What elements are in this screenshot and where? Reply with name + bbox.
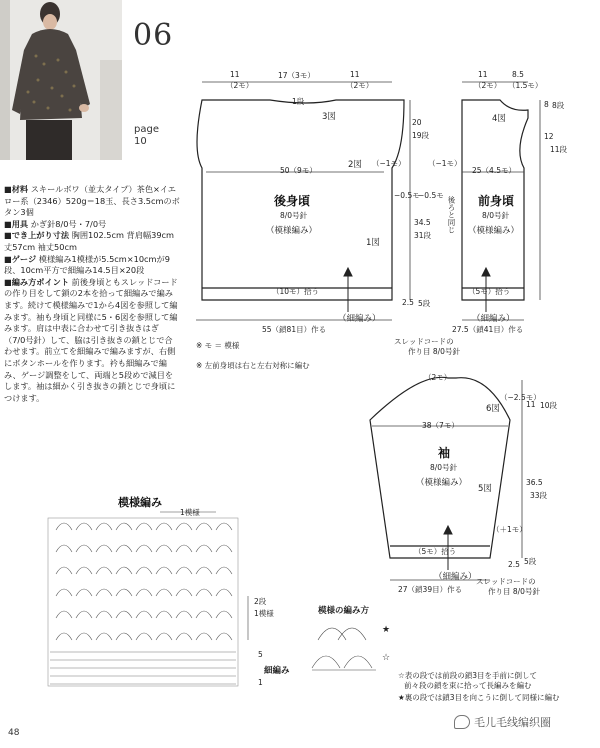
gauge-text: 模様編み1模様が5.5cm×10cmが9段、10cm平方で細編み14.5目×20段: [4, 253, 170, 276]
sleeve-title: 袖: [438, 446, 451, 460]
sleeve-rib-label: （細編み）: [434, 572, 477, 582]
front-top-left-sub: （2モ）: [474, 81, 502, 90]
stitch-chart-rows2: 1模様: [254, 609, 274, 618]
page-number: 10: [134, 136, 147, 147]
note-symmetric: ※ 左前身頃は右と左右対称に編む: [196, 361, 310, 370]
materials-key: ■材料: [4, 184, 29, 194]
sleeve-top: （2モ）: [424, 373, 452, 382]
sleeve-length-rows: 33段: [530, 491, 548, 500]
back-arrow: [344, 268, 352, 276]
sleeve-cord-note: スレッドコードの: [476, 577, 536, 586]
front-fig4: 4図: [492, 114, 506, 124]
sleeve-needle: 8/0号針: [430, 463, 458, 472]
sleeve-width: 38（7モ）: [422, 421, 459, 430]
back-top-right-dim-label: 11: [350, 70, 360, 79]
back-base: 55（鎖81目）作る: [262, 325, 327, 334]
front-rib-label: （細編み）: [472, 314, 515, 324]
how-to-diagram: [312, 628, 376, 670]
front-cord-note: スレッドコードの: [394, 337, 454, 346]
back-rib-h: 2.5: [402, 298, 414, 307]
how-to-note2: 前々段の鎖を束に拾って長編みを編む: [404, 681, 532, 690]
sleeve-rib-h: 2.5: [508, 560, 520, 569]
stitch-chart: [48, 512, 248, 686]
front-same-note: 後ろと同じ: [447, 196, 456, 234]
front-top-right-sub: （1.5モ）: [508, 81, 543, 90]
back-rib-rows: 5段: [418, 299, 431, 308]
back-needle: 8/0号針: [280, 211, 308, 220]
materials-text: スキールボワ（並太タイプ）茶色×イエロー系（2346）520g＝18玉、長さ3.5cmのボタン3個: [4, 184, 180, 218]
back-top-right-sub: （2モ）: [346, 81, 374, 90]
back-body-h: 34.5: [414, 218, 431, 227]
chat-bubble-icon: [454, 715, 470, 729]
sleeve-fig6: 6図: [486, 404, 500, 414]
size-text: 胸囲102.5cm 背肩幅39cm 丈57cm 袖丈50cm: [4, 230, 175, 252]
back-fig1: 1図: [366, 238, 380, 248]
front-pickup: （5モ）拾う: [468, 287, 511, 296]
front-neck-h: 8: [544, 100, 549, 109]
stitch-chart-rib: 細編み: [264, 666, 290, 676]
back-pickup: （10モ）拾う: [272, 287, 320, 296]
back-minus1: （−1モ）: [372, 159, 406, 168]
method-text: 前後身頃ともスレッドコードの作り目をして鎖の2本を拾って細編みで編みます。続けて模様編みで1から4図を参照して編みます。袖も身頃と同様に5・6図を参照して編みます。肩は中表に合わせて引き抜きはぎ（7/0号針）して、脇は引き抜きの鎖とじで合わせます。前立てを細編みで編みますが、右側にボタンホールを作ります。衿も細編みで編み、ゲージ調整をして、両端と5段めで減目をします。袖は細かく引き抜きの鎖とじで身頃につけます。: [4, 276, 178, 403]
pattern-number: 06: [133, 18, 174, 53]
sleeve-cap-h: 11: [526, 400, 536, 409]
watermark: [454, 714, 551, 730]
stitch-chart-rows1: 2段: [254, 597, 267, 606]
front-neck-rows: 8段: [552, 101, 565, 110]
back-body-rows: 31段: [414, 231, 432, 240]
sleeve-fig5: 5図: [478, 484, 492, 494]
front-cord-note2: 作り目 8/0号針: [408, 347, 460, 356]
back-neck-dim-label: 17（3モ）: [278, 71, 315, 80]
watermark-text: 毛儿毛线编织圈: [474, 716, 551, 729]
sleeve-pickup: （5モ）拾う: [414, 547, 457, 556]
back-armhole-h: 20: [412, 118, 422, 127]
front-arrow: [482, 268, 490, 276]
sleeve-arrow: [444, 526, 452, 534]
front-width: 25（4.5モ）: [472, 166, 516, 175]
page-label: page: [134, 124, 159, 135]
front-needle: 8/0号針: [482, 211, 510, 220]
how-to-note1: ☆表の段では前段の鎖3目を手前に倒して: [398, 671, 537, 680]
sleeve-cap-minus: （−2.5モ）: [500, 393, 541, 402]
front-stitch: （模様編み）: [468, 226, 520, 236]
tools-key: ■用具: [4, 218, 29, 229]
stitch-chart-repeat: 1模様: [180, 508, 200, 517]
back-top-left-sub: （2モ）: [226, 81, 254, 90]
back-neck-rows: 1段: [292, 97, 305, 106]
back-armhole-rows: 19段: [412, 131, 430, 140]
front-side-minus: −0.5モ: [418, 191, 444, 200]
sleeve-stitch: （模様編み）: [416, 478, 468, 488]
front-armhole-rows: 11段: [550, 145, 568, 154]
sleeve-plus1: （＋1モ）: [492, 525, 527, 534]
stitch-chart-title: 模様編み: [118, 496, 162, 509]
stitch-chart-row5: 5: [258, 650, 263, 659]
front-top-left-dim: 11: [478, 70, 488, 79]
stitch-chart-row1: 1: [258, 678, 263, 687]
front-base: 27.5（鎖41目）作る: [452, 325, 524, 334]
back-fig2: 2図: [348, 160, 362, 170]
front-title: 前身頃: [478, 194, 515, 208]
back-fig3: 3図: [322, 112, 336, 122]
how-to-note3: ★裏の段では鎖3目を向こうに倒して同様に編む: [398, 693, 560, 702]
front-minus1: （−1モ）: [428, 159, 462, 168]
how-to-title: 模様の編み方: [318, 606, 370, 616]
gauge-key: ■ゲージ: [4, 253, 37, 264]
back-width: 50（9モ）: [280, 166, 317, 175]
tools-text: かぎ針8/0号・7/0号: [30, 218, 107, 229]
back-title: 後身頃: [274, 194, 311, 208]
sleeve-base: 27（鎖39目）作る: [398, 585, 463, 594]
method-key: ■編み方ポイント: [4, 276, 70, 287]
sleeve-length-h: 36.5: [526, 478, 543, 487]
sleeve-cord-note2: 作り目 8/0号針: [488, 587, 540, 596]
back-stitch: （模様編み）: [266, 226, 318, 236]
star-outline-icon: ☆: [382, 653, 391, 663]
page-footer-number: 48: [8, 728, 20, 738]
back-top-left-dim: 11: [230, 70, 240, 79]
back-rib-label: （細編み）: [338, 314, 381, 324]
back-side-minus: −0.5モ: [394, 191, 420, 200]
note-mo: ※ モ ＝ 模様: [196, 341, 240, 350]
size-key: ■でき上がり寸法: [4, 230, 70, 241]
front-armhole-h: 12: [544, 132, 554, 141]
front-top-right-dim: 8.5: [512, 70, 524, 79]
sleeve-cap-rows: 10段: [540, 401, 558, 410]
sleeve-rib-rows: 5段: [524, 557, 537, 566]
star-filled-icon: ★: [382, 625, 391, 635]
